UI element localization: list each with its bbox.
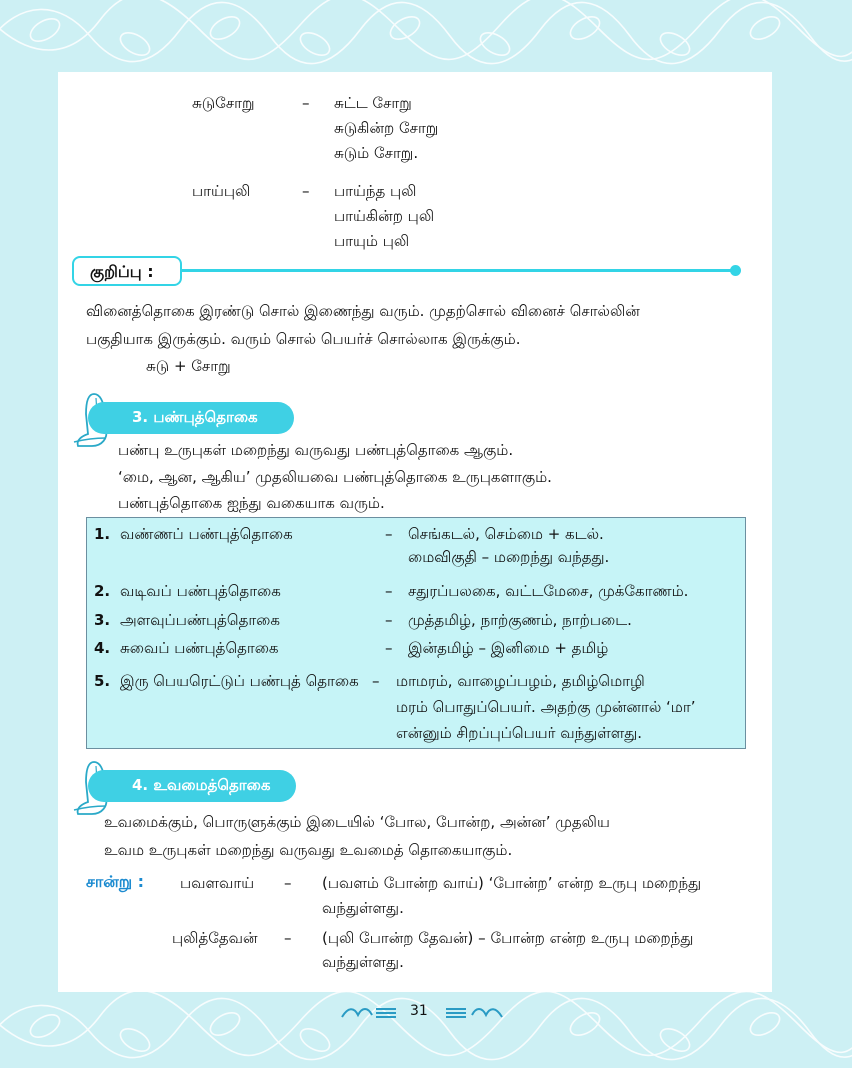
note-example: சுடு + சோறு — [146, 357, 231, 375]
page-number: 31 — [410, 1003, 428, 1019]
simile-dash: – — [284, 929, 292, 947]
table-row-number: 4. — [94, 639, 111, 657]
left-ornament-icon — [340, 1005, 398, 1021]
table-row-number: 2. — [94, 582, 111, 600]
table-row-number: 1. — [94, 525, 111, 543]
table-row-name: வடிவப் பண்புத்தொகை — [120, 582, 281, 600]
table-row-dash: – — [385, 639, 393, 657]
note-divider-dot — [730, 265, 741, 276]
top-border-pattern — [0, 0, 852, 72]
table-row-dash: – — [385, 582, 393, 600]
example-meaning: சுட்ட சோறு — [334, 94, 412, 112]
section-3-paragraph: பண்புத்தொகை ஐந்து வகையாக வரும். — [118, 494, 385, 512]
example-meaning: பாய்கின்ற புலி — [334, 207, 435, 225]
example-dash-2: – — [302, 182, 310, 200]
section-4-heading — [88, 770, 296, 802]
simile-explanation: (பவளம் போன்ற வாய்) ‘போன்ற’ என்ற உருபு மறைந்து — [322, 874, 702, 892]
table-row-text: இன்தமிழ் – இனிமை + தமிழ் — [408, 639, 609, 657]
simile-word: பவளவாய் — [180, 874, 255, 892]
table-row-number: 5. — [94, 672, 111, 690]
example-dash-1: – — [302, 94, 310, 112]
table-row-text: முத்தமிழ், நாற்குணம், நாற்படை. — [408, 611, 632, 629]
simile-explanation: வந்துள்ளது. — [322, 953, 404, 971]
simile-word: புலித்தேவன் — [172, 929, 258, 947]
table-row-text: மரம் பொதுப்பெயர். அதற்கு முன்னால் ‘மா’ — [396, 698, 696, 716]
simile-dash: – — [284, 874, 292, 892]
simile-explanation: வந்துள்ளது. — [322, 899, 404, 917]
example-label: சான்று : — [86, 872, 145, 891]
section-3-paragraph: பண்பு உருபுகள் மறைந்து வருவது பண்புத்தொகை ஆகும். — [118, 441, 514, 459]
example-meaning: பாய்ந்த புலி — [334, 182, 417, 200]
note-label-box — [72, 256, 182, 286]
example-meaning: சுடும் சோறு. — [334, 144, 419, 162]
right-ornament-icon — [444, 1005, 506, 1021]
section-3-title: 3. பண்புத்தொகை — [132, 408, 258, 426]
table-row-text: செங்கடல், செம்மை + கடல். — [408, 525, 604, 543]
table-row-text: மாமரம், வாழைப்பழம், தமிழ்மொழி — [396, 672, 645, 690]
example-meaning: சுடுகின்ற சோறு — [334, 119, 439, 137]
example-word-1: சுடுசோறு — [192, 94, 255, 112]
example-meaning: பாயும் புலி — [334, 232, 410, 250]
section-4-paragraph: உவமைக்கும், பொருளுக்கும் இடையில் ‘போல, போன்ற, அன்ன’ முதலிய — [104, 813, 610, 831]
table-row-text: என்னும் சிறப்புப்பெயர் வந்துள்ளது. — [396, 724, 643, 742]
note-text-line: வினைத்தொகை இரண்டு சொல் இணைந்து வரும். முதற்சொல் வினைச் சொல்லின் — [86, 302, 640, 320]
table-row-number: 3. — [94, 611, 111, 629]
note-title: குறிப்பு : — [90, 262, 154, 281]
table-row-name: சுவைப் பண்புத்தொகை — [120, 639, 279, 657]
section-4-title: 4. உவமைத்தொகை — [132, 776, 271, 794]
table-row-text: மைவிகுதி – மறைந்து வந்தது. — [408, 548, 610, 566]
table-row-name: அளவுப்பண்புத்தொகை — [120, 611, 280, 629]
section-3-paragraph: ‘மை, ஆன, ஆகிய’ முதலியவை பண்புத்தொகை உருபுகளாகும். — [118, 468, 552, 486]
table-row-dash: – — [372, 672, 380, 690]
table-row-name: இரு பெயரெட்டுப் பண்புத் தொகை — [120, 672, 359, 690]
table-row-name: வண்ணப் பண்புத்தொகை — [120, 525, 293, 543]
note-text-line: பகுதியாக இருக்கும். வரும் சொல் பெயர்ச் சொல்லாக இருக்கும். — [86, 330, 521, 348]
page-number-area — [340, 1002, 512, 1024]
table-row-dash: – — [385, 611, 393, 629]
note-divider-line — [182, 269, 734, 272]
section-3-heading — [88, 402, 294, 434]
example-word-2: பாய்புலி — [192, 182, 251, 200]
table-row-text: சதுரப்பலகை, வட்டமேசை, முக்கோணம். — [408, 582, 689, 600]
simile-explanation: (புலி போன்ற தேவன்) – போன்ற என்ற உருபு மறைந்து — [322, 929, 694, 947]
table-row-dash: – — [385, 525, 393, 543]
section-4-paragraph: உவம உருபுகள் மறைந்து வருவது உவமைத் தொகையாகும். — [104, 841, 513, 859]
